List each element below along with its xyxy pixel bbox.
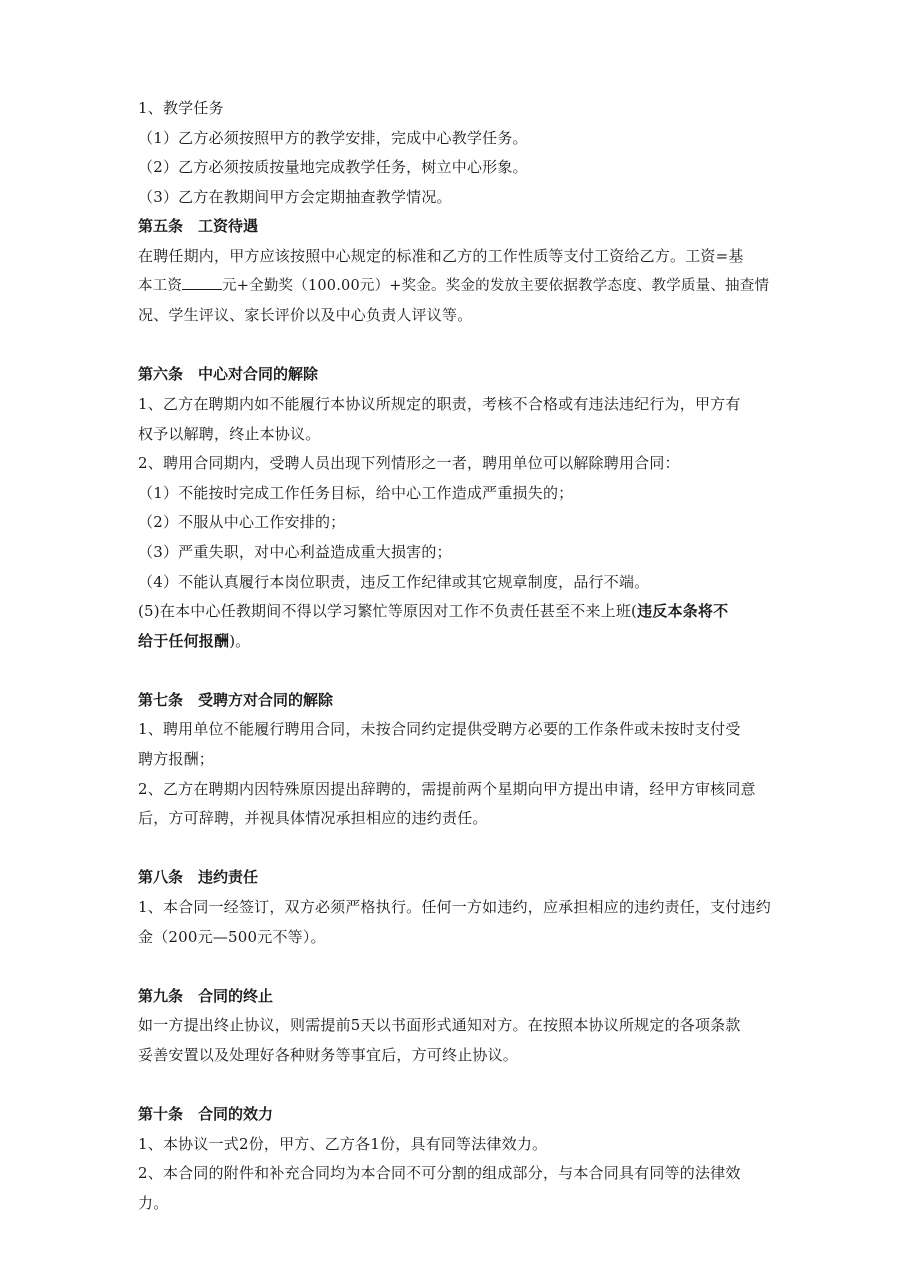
article-5-line-1: 在聘任期内，甲方应该按照中心规定的标准和乙方的工作性质等支付工资给乙方。工资=基 [138, 246, 744, 265]
salary-blank [182, 275, 222, 290]
article-7-p1-line-1: 1、聘用单位不能履行聘用合同，未按合同约定提供受聘方必要的工作条件或未按时支付受 [138, 720, 741, 739]
article-6-item-5-line-2 [138, 627, 778, 657]
teaching-item-2: （2）乙方必须按质按量地完成教学任务，树立中心形象。 [138, 158, 528, 177]
contract-page [138, 94, 778, 1219]
article-9-heading: 第九条 合同的终止 [138, 986, 274, 1005]
article-10-p1: 1、本协议一式2份，甲方、乙方各1份，具有同等法律效力。 [138, 1134, 548, 1153]
item-5-end: )。 [229, 631, 251, 650]
item-5-bold-text: 违反本条将不 [637, 602, 729, 621]
article-8-line-1: 1、本合同一经签订，双方必须严格执行。任何一方如违约，应承担相应的违约责任，支付违约 [138, 898, 771, 917]
article-6-item-4: （4）不能认真履行本岗位职责，违反工作纪律或其它规章制度，品行不端。 [138, 572, 650, 591]
article-7-p2-line-1: 2、乙方在聘期内因特殊原因提出辞聘的，需提前两个星期向甲方提出申请，经甲方审核同意 [138, 779, 756, 798]
article-9-line-1: 如一方提出终止协议，则需提前5天以书面形式通知对方。在按照本协议所规定的各项条款 [138, 1016, 741, 1035]
article-5-line-3: 况、学生评议、家长评价以及中心负责人评议等。 [138, 306, 473, 325]
article-8-line-2: 金（200元—500元不等）。 [138, 927, 326, 946]
article-9-line-2: 妥善安置以及处理好各种财务等事宜后，方可终止协议。 [138, 1046, 519, 1064]
article-5-line-2 [138, 272, 778, 302]
teaching-item-1: （1）乙方必须按照甲方的教学安排，完成中心教学任务。 [138, 128, 528, 147]
item-5-text: (5)在本中心任教期间不得以学习繁忙等原因对工作不负责任甚至不来上班( [138, 602, 638, 621]
article-6-p2: 2、聘用合同期内，受聘人员出现下列情形之一者，聘用单位可以解除聘用合同： [138, 454, 680, 473]
salary-rest: 元+全勤奖（100.00元）+奖金。奖金的发放主要依据教学态度、教学质量、抽查情 [222, 277, 770, 294]
article-10-heading: 第十条 合同的效力 [138, 1105, 274, 1124]
article-6-item-2: （2）不服从中心工作安排的； [138, 513, 346, 532]
article-6-p1-line-2: 权予以解聘，终止本协议。 [138, 424, 321, 443]
article-8-heading: 第八条 违约责任 [138, 868, 259, 887]
salary-base-label: 本工资 [138, 277, 183, 294]
item-5-bold-text-2: 给于任何报酬 [138, 631, 230, 650]
teaching-item-3: （3）乙方在教期间甲方会定期抽查教学情况。 [138, 187, 452, 206]
article-5-heading: 第五条 工资待遇 [138, 217, 259, 236]
article-6-p1-line-1: 1、乙方在聘期内如不能履行本协议所规定的职责，考核不合格或有违法违纪行为，甲方有 [138, 394, 741, 413]
article-6-heading: 第六条 中心对合同的解除 [138, 365, 319, 384]
article-6-item-1: （1）不能按时完成工作任务目标，给中心工作造成严重损失的； [138, 483, 574, 502]
article-10-p2-line-1: 2、本合同的附件和补充合同均为本合同不可分割的组成部分，与本合同具有同等的法律效 [138, 1164, 741, 1183]
article-10-p2-line-2: 力。 [138, 1193, 169, 1212]
article-6-item-5-line-1 [138, 597, 778, 627]
article-7-p1-line-2: 聘方报酬； [138, 750, 215, 769]
article-7-heading: 第七条 受聘方对合同的解除 [138, 690, 334, 709]
teaching-title: 1、教学任务 [138, 99, 224, 117]
article-6-item-3: （3）严重失职，对中心利益造成重大损害的； [138, 542, 452, 561]
article-7-p2-line-2: 后，方可辞聘，并视具体情况承担相应的违约责任。 [138, 809, 488, 828]
